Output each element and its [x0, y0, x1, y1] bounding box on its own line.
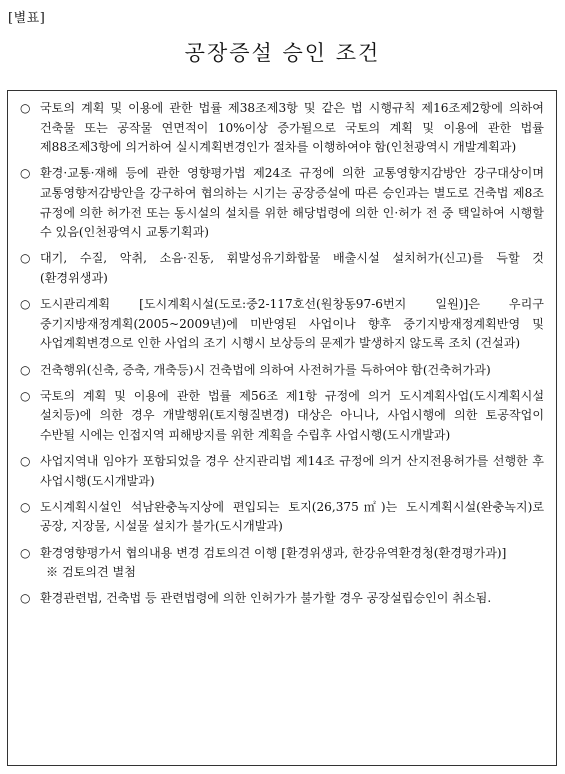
list-item [20, 498, 544, 537]
circle-bullet-icon: ○ [20, 362, 31, 377]
circle-bullet-icon: ○ [20, 591, 31, 606]
list-item [20, 295, 544, 354]
item-text: 환경·교통·재해 등에 관한 영향평가법 제24조 규정에 의한 교통영향지감방안 강구대상이며 교통영향저감방안을 강구하여 협의하는 시기는 공장증설에 따른 승인과는 별도로 건축법 제8조 규정에 의한 허가전 또는 동시설의 설치를 위한 해당법령에 의한 인·허가 전 중 택일하여 시행할 수 있음(인천광역시 교통기획과) [40, 166, 544, 240]
item-text: 환경영향평가서 협의내용 변경 검토의견 이행 [환경위생과, 한강유역환경청(환경평가과)] [40, 545, 507, 560]
item-text: 대기, 수질, 악취, 소음·진동, 휘발성유기화합물 배출시설 설치허가(신고)를 득할 것 (환경위생과) [40, 251, 544, 285]
conditions-box [7, 90, 557, 766]
list-item [20, 164, 544, 242]
list-item [20, 589, 544, 609]
circle-bullet-icon: ○ [20, 297, 31, 312]
circle-bullet-icon: ○ [20, 454, 31, 469]
circle-bullet-icon: ○ [20, 166, 31, 181]
item-text: 건축행위(신축, 증축, 개축등)시 건축법에 의하여 사전허가를 득하여야 함(건축허가과) [40, 362, 491, 377]
circle-bullet-icon: ○ [20, 101, 31, 115]
circle-bullet-icon: ○ [20, 499, 31, 514]
list-item [20, 452, 544, 491]
list-item [20, 544, 544, 583]
list-item [20, 99, 544, 158]
item-text: 국토의 계획 및 이용에 관한 법률 제38조제3항 및 같은 법 시행규칙 제16조제2항에 의하여 건축물 또는 공작물 연면적이 10%이상 증가될으로 국토의 계획 및 이용에 관한 법률 제88조제3항에 의거하여 실시계획변경인가 절차를 이행하여야 함(인천광역시 개발계획과) [40, 101, 544, 155]
circle-bullet-icon: ○ [20, 545, 31, 560]
item-text: 국토의 계획 및 이용에 관한 법률 제56조 제1항 규정에 의거 도시계획사업(도시계획시설 설치등)에 의한 경우 개발행위(토지형질변경) 대상은 아니나, 사업시행에 의한 토공작업이 수반될 시에는 인접지역 피해방지를 위한 계획을 수립후 사업시행(도시개발과) [40, 388, 544, 442]
list-item [20, 249, 544, 288]
item-text: 도시계획시설인 석남완충녹지상에 편입되는 토지(26,375㎡)는 도시계획시설(완충녹지)로 공장, 지장물, 시설물 설치가 불가(도시개발과) [40, 499, 544, 534]
appendix-tag: [별표] [8, 11, 46, 26]
page-title: 공장증설 승인 조건 [184, 41, 381, 65]
item-note: ※ 검토의견 별첨 [46, 565, 136, 580]
circle-bullet-icon: ○ [20, 388, 31, 403]
circle-bullet-icon: ○ [20, 251, 31, 266]
item-text: 도시관리계획 [도시계획시설(도로:중2-117호선(원창동97-6번지 일원)]은 우리구 중기지방재정계획(2005~2009년)에 미반영된 사업이나 향후 중기지방재정계획반영 및 사업계획변경으로 인한 사업의 조기 시행시 보상등의 문제가 발생하지 않도록 조치 (건설과) [40, 297, 544, 351]
list-item [20, 361, 544, 381]
item-text: 환경관련법, 건축법 등 관련법령에 의한 인허가가 불가할 경우 공장설립승인이 취소됨. [40, 591, 492, 606]
list-item [20, 387, 544, 446]
item-text: 사업지역내 임야가 포함되었을 경우 산지관리법 제14조 규정에 의거 산지전용허가를 선행한 후 사업시행(도시개발과) [40, 454, 544, 488]
